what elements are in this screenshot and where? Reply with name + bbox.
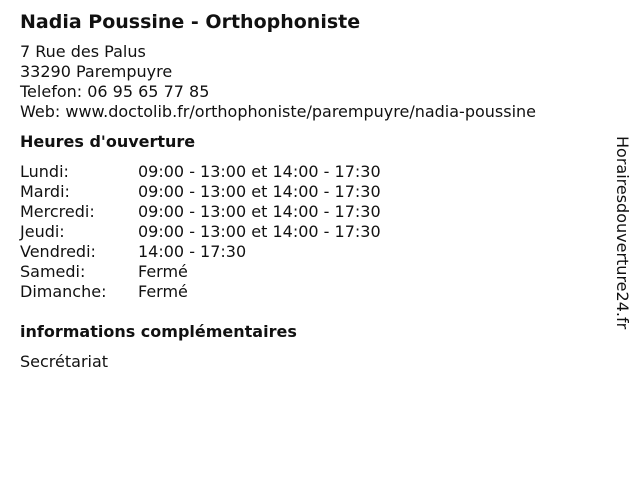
- day-label: Vendredi:: [20, 242, 96, 261]
- hours-row-tuesday: [20, 182, 600, 202]
- watermark-text: Horairesdouverture24.fr: [613, 136, 632, 330]
- day-label: Mardi:: [20, 182, 70, 201]
- day-hours: 14:00 - 17:30: [138, 242, 247, 261]
- day-hours: Fermé: [138, 262, 188, 281]
- day-hours: 09:00 - 13:00 et 14:00 - 17:30: [138, 222, 381, 241]
- hours-row-wednesday: [20, 202, 600, 222]
- day-hours: 09:00 - 13:00 et 14:00 - 17:30: [138, 202, 381, 221]
- day-label: Lundi:: [20, 162, 69, 181]
- hours-row-sunday: [20, 282, 600, 302]
- day-label: Dimanche:: [20, 282, 107, 301]
- opening-hours-heading: Heures d'ouverture: [20, 132, 196, 151]
- day-hours: 09:00 - 13:00 et 14:00 - 17:30: [138, 162, 381, 181]
- additional-info-text: Secrétariat: [20, 352, 109, 371]
- hours-row-saturday: [20, 262, 600, 282]
- listing-card: [20, 10, 600, 372]
- website: Web: www.doctolib.fr/orthophoniste/parempuyre/nadia-poussine: [20, 102, 537, 121]
- hours-row-thursday: [20, 222, 600, 242]
- address-city: 33290 Parempuyre: [20, 62, 173, 81]
- day-label: Mercredi:: [20, 202, 95, 221]
- opening-hours-table: [20, 162, 600, 302]
- hours-row-friday: [20, 242, 600, 262]
- address-street: 7 Rue des Palus: [20, 42, 146, 61]
- day-hours: 09:00 - 13:00 et 14:00 - 17:30: [138, 182, 381, 201]
- site-watermark: [612, 136, 632, 376]
- day-label: Samedi:: [20, 262, 86, 281]
- hours-row-monday: [20, 162, 600, 182]
- day-hours: Fermé: [138, 282, 188, 301]
- additional-info-heading: informations complémentaires: [20, 322, 297, 341]
- day-label: Jeudi:: [20, 222, 65, 241]
- phone-number: Telefon: 06 95 65 77 85: [20, 82, 210, 101]
- page-title: Nadia Poussine - Orthophoniste: [20, 11, 361, 33]
